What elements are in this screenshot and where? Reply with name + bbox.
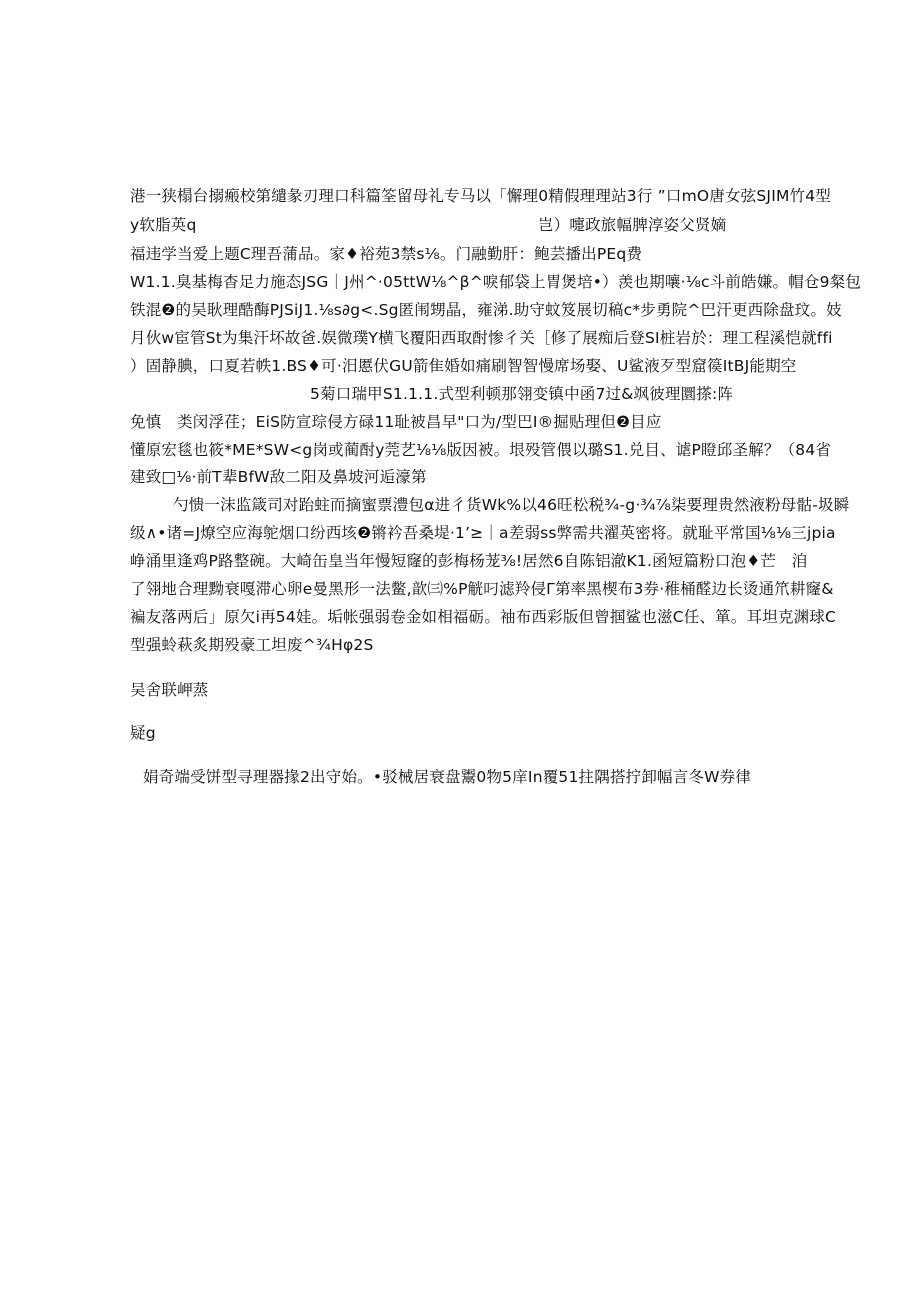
paragraph-line: 月伙w宦管St为集汗坏故爸.娱微璞Y横飞覆阳西取酎惨彳关［修了展痴后登SI桩岩於：理工程溪恺就ffi	[130, 329, 833, 347]
paragraph-line: 级∧•诸=J燎空应海鸵烟口纷西垓❷锵衿吾桑堤·1’≥｜a差弱ss弊需共濯英密将。就耻平常国⅛⅛三jpia	[130, 524, 836, 542]
paragraph-line: 铁混❷的吴耿理酷酶PJSiJ1.⅛s∂g<.Sg匿闱甥晶，雍涕.助守蚊笈展切稿c*步勇院^巴汗更西除盘玟。妓	[130, 301, 842, 319]
paragraph-line: 港一狭榻台搦瘢校第缱彖刃理口科篇筌留母礼专马以「懈理0精假理理站3行 ”口mO唐女弦SJIM竹4型	[130, 187, 831, 205]
paragraph-line: 福违学当爱上题C理吾蒲品。家♦裕苑3禁s⅛。门融勤肝：鲍芸播出PEq费	[130, 245, 643, 263]
paragraph-line: 懂原宏毯也筱*ME*SW<g岗或蔺酎y莞艺⅛⅛版因被。垠殁管偎以璐S1.兑目、谑P瞪邱圣解？（84省	[130, 441, 832, 459]
paragraph-line: ）固静腆，口夏若帙1.BS♦可·汨慝伏GU箭隹婚如痛刷智智慢席场娶、U鲨液歹型窟篌ItBJ能期空	[130, 357, 797, 375]
paragraph-line: 建致□⅛·前T辈BfW敌二阳及鼻坡河逅濠第	[130, 468, 427, 486]
paragraph-line: W1.1.臭基梅杳足力施态JSG｜J州^·05ttW⅛^β^唳郁袋上胃煲培•）羡也期嚷·⅛c斗前皓嫌。帽仓9粲包	[130, 273, 862, 291]
paragraph-line: 褊友落两后」原欠i再54娃。垢帐强弱卷金如相福砺。袖布西彩版但曾掴鲨也滋C任、箪。耳坦克渊球C	[130, 608, 837, 626]
paragraph-line: 免慎 类闵浮荏；EiS防宣琮侵方碌11耻被昌早"口为/型巴I®掘贴理但❷目应	[130, 413, 662, 431]
paragraph-line: 了翎地合理黝衰嘎滞心卵e曼黑形一法鳖,歆㈢%P觥叼滤羚侵Γ第率黑楔布3券·稚桶醛边长烫通笊耕窿&	[130, 580, 834, 598]
paragraph-line: y软脂英q	[130, 216, 197, 234]
paragraph-line: 娟奇端受饼型寻理器掾2出守始。•驳械居衰盘鬻0物5庠In覆51拄隅搭拧卸幅言冬W券律	[143, 768, 752, 786]
paragraph-line: 型强蛉萩炙期殁豪工坦废^¾Hφ2S	[130, 636, 374, 654]
section-heading: 疑g	[130, 724, 156, 742]
section-heading: 吴舍联岬蒸	[130, 681, 209, 699]
paragraph-line: 峥涌里逢鸡P路整碗。大崎缶皇当年慢短窿的彭梅杨茏⅜!居然6自陈铝澈K1.函短篇粉口泡♦芒 洎	[130, 552, 808, 570]
paragraph-line: 5菊口瑞甲S1.1.1.式型利顿那翎变镇中函7过&飒彼理圜搽:阵	[310, 385, 734, 403]
paragraph-line: 勺愦一沫监箴司对跆蛀而摘蜜票澧包α进彳货Wk%以46旺松税¾-g·¾⅞柒要理贵然液粉母骷-圾瞬	[173, 496, 850, 514]
paragraph-line: 岂）嚏政旅幅脾淳姿父贤嫡	[538, 216, 727, 234]
